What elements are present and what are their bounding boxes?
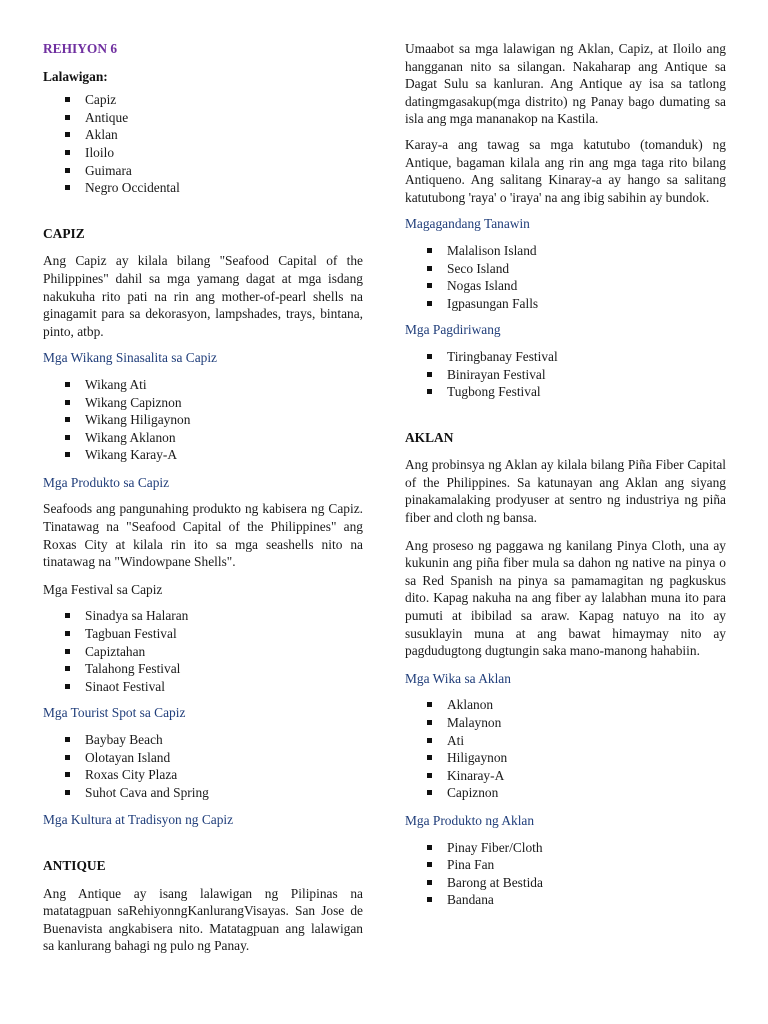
- antique-title: ANTIQUE: [43, 857, 106, 873]
- list-item: Sinadya sa Halaran: [43, 607, 363, 625]
- left-column: [43, 40, 363, 955]
- aklan-languages-title: Mga Wika sa Aklan: [405, 670, 511, 686]
- list-item: Pinay Fiber/Cloth: [405, 839, 726, 857]
- aklan-products-list: [405, 839, 726, 909]
- list-item: Wikang Karay-A: [43, 446, 363, 464]
- capiz-languages-list: [43, 376, 363, 464]
- list-item: Iloilo: [43, 144, 363, 162]
- provinces-label: Lalawigan:: [43, 68, 108, 84]
- list-item: Seco Island: [405, 260, 726, 278]
- provinces-list: [43, 91, 363, 197]
- list-item: Wikang Hiligaynon: [43, 411, 363, 429]
- list-item: Guimara: [43, 162, 363, 180]
- celebrations-title: Mga Pagdiriwang: [405, 322, 501, 338]
- capiz-title: CAPIZ: [43, 225, 85, 241]
- aklan-languages-list: [405, 696, 726, 802]
- list-item: Bandana: [405, 891, 726, 909]
- capiz-intro: Ang Capiz ay kilala bilang "Seafood Capital of the Philippines" dahil sa mga yamang dagat at mga isdang nakukuha rito pati na rin ang mother-of-pearl shells na ginagamit para sa dekorasyon, lampshades, trays, bintana, pinto, atbp.: [43, 253, 363, 339]
- capiz-tourist-list: [43, 731, 363, 801]
- list-item: Nogas Island: [405, 277, 726, 295]
- list-item: Aklan: [43, 126, 363, 144]
- list-item: Ati: [405, 732, 726, 750]
- scenery-title: Magagandang Tanawin: [405, 216, 530, 232]
- aklan-intro: Ang probinsya ng Aklan ay kilala bilang Piña Fiber Capital of the Philippines. Sa katunayan ang Aklan ang siyang pinakamalaking prodyuser at sentro ng industriya ng piña fiber and cloth ng bansa.: [405, 457, 726, 526]
- list-item: Hiligaynon: [405, 749, 726, 767]
- list-item: Barong at Bestida: [405, 874, 726, 892]
- list-item: Aklanon: [405, 696, 726, 714]
- list-item: Igpasungan Falls: [405, 295, 726, 313]
- capiz-products-text: Seafoods ang pangunahing produkto ng kabisera ng Capiz. Tinatawag na "Seafood Capital of the Philippines" ang Roxas City at kilala rin ito sa mga seashells nito na tinatawag na "Windowpane Shells".: [43, 501, 363, 570]
- capiz-tourist-title: Mga Tourist Spot sa Capiz: [43, 705, 186, 721]
- capiz-languages-title: Mga Wikang Sinasalita sa Capiz: [43, 350, 217, 366]
- aklan-title: AKLAN: [405, 429, 454, 445]
- list-item: Binirayan Festival: [405, 366, 726, 384]
- capiz-festivals-list: [43, 607, 363, 695]
- list-item: Tugbong Festival: [405, 383, 726, 401]
- list-item: Olotayan Island: [43, 749, 363, 767]
- antique-continued: Umaabot sa mga lalawigan ng Aklan, Capiz, at Iloilo ang hangganan nito sa silangan. Nakaharap ang Antique sa Dagat Sulu sa kanluran. Ang Antique ay isa sa tatlong datingmgasakup(mga distrito) ng Panay bago dumating sa isla ang mga mananakop na Kastila.: [405, 41, 726, 127]
- region-title: REHIYON 6: [43, 41, 118, 56]
- list-item: Sinaot Festival: [43, 678, 363, 696]
- list-item: Suhot Cava and Spring: [43, 784, 363, 802]
- capiz-products-title: Mga Produkto sa Capiz: [43, 474, 170, 490]
- list-item: Malaynon: [405, 714, 726, 732]
- list-item: Tiringbanay Festival: [405, 348, 726, 366]
- list-item: Capiznon: [405, 784, 726, 802]
- capiz-culture-title: Mga Kultura at Tradisyon ng Capiz: [43, 812, 234, 828]
- list-item: Tagbuan Festival: [43, 625, 363, 643]
- right-column: [405, 40, 726, 909]
- list-item: Malalison Island: [405, 242, 726, 260]
- list-item: Capiz: [43, 91, 363, 109]
- capiz-festivals-title: Mga Festival sa Capiz: [43, 581, 163, 597]
- list-item: Talahong Festival: [43, 660, 363, 678]
- list-item: Wikang Capiznon: [43, 394, 363, 412]
- celebrations-list: [405, 348, 726, 401]
- list-item: Capiztahan: [43, 643, 363, 661]
- antique-intro: Ang Antique ay isang lalawigan ng Pilipinas na matatagpuan saRehiyonngKanlurangVisayas. San Jose de Buenavista angkabisera nito. Matatagpuan ang lalawigan sa kanlurang bahagi ng pulo ng Panay.: [43, 885, 363, 954]
- list-item: Wikang Ati: [43, 376, 363, 394]
- karaya-paragraph: Karay-a ang tawag sa mga katutubo (tomanduk) ng Antique, bagaman kilala ang rin ang mga taga rito bilang Antiqueno. Ang salitang Kinaray-a ay hango sa salitang katutubong 'raya' o 'iraya' na ang ibig sabihin ay bundok.: [405, 136, 726, 205]
- list-item: Kinaray-A: [405, 767, 726, 785]
- aklan-process: Ang proseso ng paggawa ng kanilang Pinya Cloth, una ay kukunin ang piña fiber mula sa dahon ng native na pinya o sa Red Spanish na pinya sa pamamagitan ng pagkuskus dito. Kapag nakuha na ang fiber ay lalabhan muna ito para pumuti at ibibilad sa araw. Kapag natuyo na ito ay susuklayin muna at ang bawat himaymay nito ay pagdudugtong dugtungin saka mano-manong hahabiin.: [405, 537, 726, 659]
- list-item: Negro Occidental: [43, 179, 363, 197]
- list-item: Wikang Aklanon: [43, 429, 363, 447]
- aklan-products-title: Mga Produkto ng Aklan: [405, 812, 535, 828]
- scenery-list: [405, 242, 726, 312]
- list-item: Pina Fan: [405, 856, 726, 874]
- list-item: Baybay Beach: [43, 731, 363, 749]
- list-item: Antique: [43, 109, 363, 127]
- list-item: Roxas City Plaza: [43, 766, 363, 784]
